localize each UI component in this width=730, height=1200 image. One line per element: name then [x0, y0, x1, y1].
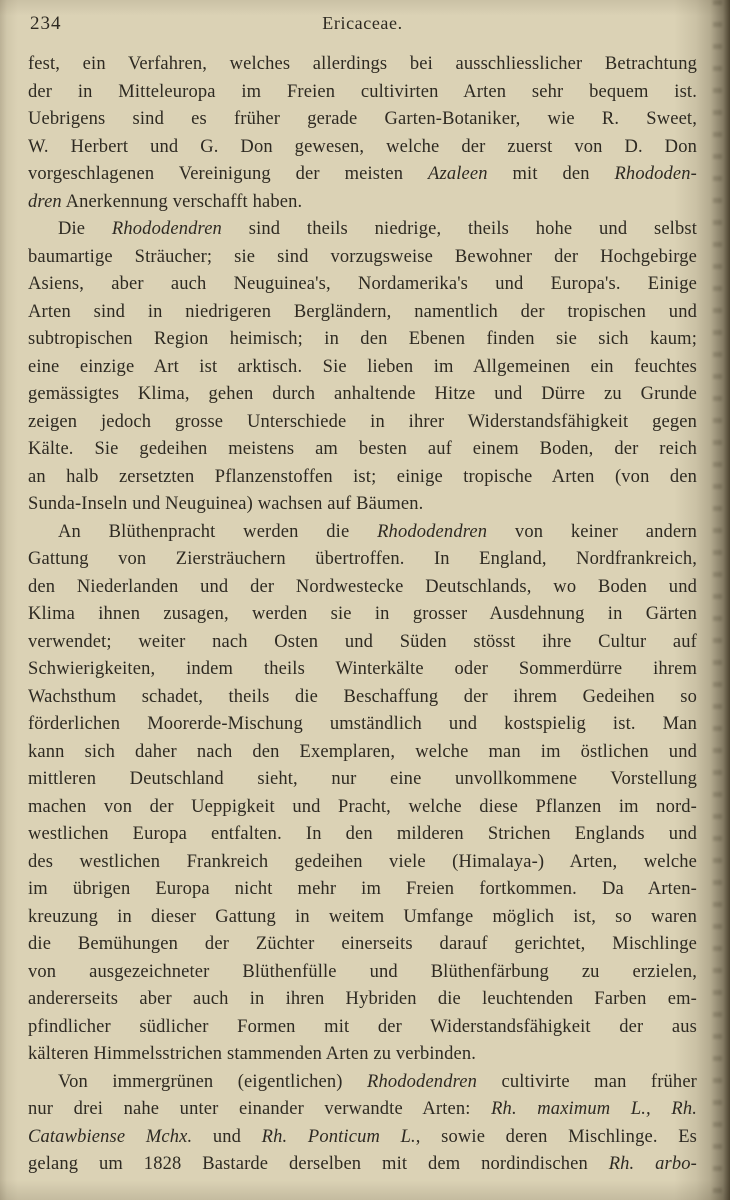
- text-line: im übrigen Europa nicht mehr im Freien fortkommen. Da Arten-: [28, 879, 697, 899]
- text-line: Gattung von Ziersträuchern übertroffen. In England, Nordfrankreich,: [28, 549, 697, 569]
- text-line: vorgeschlagenen Vereinigung der meisten Azaleen mit den Rhododen-: [28, 164, 697, 184]
- text-line: kreuzung in dieser Gattung in weitem Umfange möglich ist, so waren: [28, 906, 697, 927]
- text-line: andererseits aber auch in ihren Hybriden die leuchtenden Farben em-: [28, 989, 697, 1009]
- text-line: des westlichen Frankreich gedeihen viele (Himalaya-) Arten, welche: [28, 851, 697, 872]
- text-line: Asiens, aber auch Neuguinea's, Nordamerika's und Europa's. Einige: [28, 274, 697, 294]
- text-line: an halb zersetzten Pflanzenstoffen ist; einige tropische Arten (von den: [28, 466, 697, 487]
- text-line: machen von der Ueppigkeit und Pracht, welche diese Pflanzen im nord-: [28, 796, 697, 817]
- text-line: Kälte. Sie gedeihen meistens am besten auf einem Boden, der reich: [28, 439, 697, 459]
- text-line: eine einzige Art ist arktisch. Sie lieben im Allgemeinen ein feuchtes: [28, 356, 697, 377]
- page-edge-shadow: [713, 0, 722, 1200]
- page-header: [28, 13, 697, 39]
- text-line: fest, ein Verfahren, welches allerdings bei ausschliesslicher Betrachtung: [28, 54, 697, 74]
- text-line: Klima ihnen zusagen, werden sie in grosser Ausdehnung in Gärten: [28, 604, 697, 624]
- text-line: Uebrigens sind es früher gerade Garten-Botaniker, wie R. Sweet,: [28, 109, 697, 129]
- text-line: An Blüthenpracht werden die Rhododendren von keiner andern: [58, 521, 697, 542]
- text-line: Die Rhododendren sind theils niedrige, theils hohe und selbst: [58, 219, 698, 239]
- text-line: westlichen Europa entfalten. In den milderen Strichen Englands und: [28, 824, 697, 844]
- text-line: kälteren Himmelsstrichen stammenden Arten zu verbinden.: [28, 1044, 477, 1064]
- text-line: verwendet; weiter nach Osten und Süden stösst ihre Cultur auf: [28, 631, 697, 652]
- text-line: der in Mitteleuropa im Freien cultivirten Arten sehr bequem ist.: [28, 81, 697, 102]
- text-line: Schwierigkeiten, indem theils Winterkälte oder Sommerdürre ihrem: [28, 659, 697, 679]
- text-line: Sunda-Inseln und Neuguinea) wachsen auf Bäumen.: [28, 494, 424, 514]
- text-line: Arten sind in niedrigeren Bergländern, namentlich der tropischen und: [28, 301, 697, 322]
- text-line: von ausgezeichneter Blüthenfülle und Blüthenfärbung zu erzielen,: [28, 961, 697, 982]
- text-line: zeigen jedoch grosse Unterschiede in ihrer Widerstandsfähigkeit gegen: [28, 411, 697, 432]
- text-line: subtropischen Region heimisch; in den Ebenen finden sie sich kaum;: [28, 329, 697, 349]
- text-line: pfindlicher südlicher Formen mit der Widerstandsfähigkeit der aus: [28, 1016, 697, 1037]
- text-line: kann sich daher nach den Exemplaren, welche man im östlichen und: [28, 741, 697, 762]
- text-line: W. Herbert und G. Don gewesen, welche der zuerst von D. Don: [28, 136, 697, 157]
- text-line: baumartige Sträucher; sie sind vorzugsweise Bewohner der Hochgebirge: [28, 246, 697, 267]
- text-line: mittleren Deutschland sieht, nur eine unvollkommene Vorstellung: [28, 769, 697, 789]
- text-line: gelang um 1828 Bastarde derselben mit dem nordindischen Rh. arbo-: [28, 1154, 697, 1174]
- text-block: [28, 51, 697, 1179]
- text-line: Wachsthum schadet, theils die Beschaffung der ihrem Gedeihen so: [28, 686, 697, 707]
- text-line: Catawbiense Mchx. und Rh. Ponticum L., sowie deren Mischlinge. Es: [28, 1126, 697, 1147]
- text-line: dren Anerkennung verschafft haben.: [28, 191, 303, 212]
- text-line: nur drei nahe unter einander verwandte Arten: Rh. maximum L., Rh.: [28, 1099, 697, 1119]
- text-line: förderlichen Moorerde-Mischung umständlich und kostspielig ist. Man: [28, 714, 697, 734]
- running-head: Ericaceae.: [322, 13, 403, 33]
- text-line: Von immergrünen (eigentlichen) Rhododendren cultivirte man früher: [58, 1071, 697, 1092]
- text-line: den Niederlanden und der Nordwestecke Deutschlands, wo Boden und: [28, 576, 697, 597]
- page-number: 234: [30, 13, 62, 34]
- text-line: die Bemühungen der Züchter einerseits darauf gerichtet, Mischlinge: [28, 934, 697, 954]
- text-line: gemässigtes Klima, gehen durch anhaltende Hitze und Dürre zu Grunde: [28, 384, 697, 404]
